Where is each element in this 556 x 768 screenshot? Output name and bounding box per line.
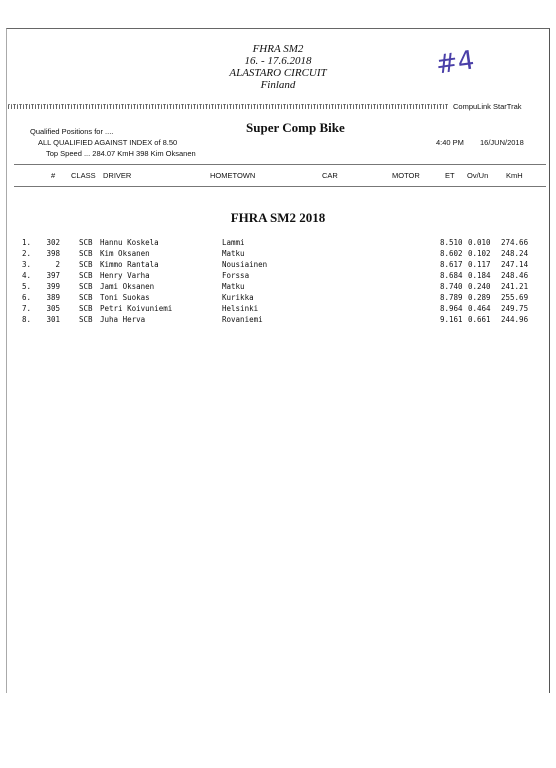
header-rule-top: [14, 164, 546, 165]
row-class: SCB: [79, 271, 93, 280]
row-kmh: 241.21: [501, 282, 529, 291]
row-position: 4.: [22, 271, 32, 280]
row-class: SCB: [79, 293, 93, 302]
row-position: 6.: [22, 293, 32, 302]
table-row: [0, 293, 556, 302]
row-ovun: 0.240: [468, 282, 491, 291]
qualified-positions-label: Qualified Positions for ....: [30, 127, 114, 136]
col-kmh: KmH: [506, 171, 523, 180]
handwritten-mark: #4: [434, 45, 477, 81]
row-hometown: Nousiainen: [222, 260, 268, 269]
row-number: 305: [46, 304, 60, 313]
event-venue: ALASTARO CIRCUIT: [229, 67, 327, 79]
row-et: 8.684: [440, 271, 463, 280]
index-label: ALL QUALIFIED AGAINST INDEX of 8.50: [38, 138, 178, 147]
row-kmh: 248.46: [501, 271, 529, 280]
row-position: 7.: [22, 304, 32, 313]
row-number: 389: [46, 293, 60, 302]
row-driver: Hannu Koskela: [100, 238, 159, 247]
row-ovun: 0.010: [468, 238, 491, 247]
row-et: 8.617: [440, 260, 463, 269]
row-kmh: 249.75: [501, 304, 529, 313]
row-et: 8.964: [440, 304, 463, 313]
row-driver: Juha Herva: [100, 315, 146, 324]
row-hometown: Helsinki: [222, 304, 259, 313]
col-num: #: [51, 171, 56, 180]
row-class: SCB: [79, 315, 93, 324]
row-et: 8.789: [440, 293, 463, 302]
class-title: Super Comp Bike: [246, 120, 345, 135]
col-et: ET: [445, 171, 455, 180]
row-number: 2: [55, 260, 60, 269]
row-et: 8.510: [440, 238, 463, 247]
event-country: Finland: [260, 79, 296, 91]
row-number: 397: [46, 271, 60, 280]
row-ovun: 0.117: [468, 260, 491, 269]
row-kmh: 248.24: [501, 249, 529, 258]
row-number: 302: [46, 238, 60, 247]
results-title: FHRA SM2 2018: [230, 210, 326, 225]
row-hometown: Matku: [222, 282, 245, 291]
row-hometown: Lammi: [222, 238, 245, 247]
table-row: [0, 282, 556, 291]
row-number: 398: [46, 249, 60, 258]
dotted-divider: [8, 104, 448, 109]
row-position: 8.: [22, 315, 32, 324]
row-hometown: Forssa: [222, 271, 250, 280]
row-ovun: 0.289: [468, 293, 491, 302]
table-row: [0, 304, 556, 313]
row-ovun: 0.464: [468, 304, 491, 313]
row-ovun: 0.102: [468, 249, 491, 258]
top-speed-label: Top Speed ... 284.07 KmH 398 Kim Oksanen: [46, 149, 196, 158]
row-hometown: Matku: [222, 249, 245, 258]
row-kmh: 255.69: [501, 293, 529, 302]
row-position: 5.: [22, 282, 32, 291]
header-rule-bottom: [14, 186, 546, 187]
row-driver: Petri Koivuniemi: [100, 304, 173, 313]
row-driver: Jami Oksanen: [100, 282, 155, 291]
row-driver: Kimmo Rantala: [100, 260, 159, 269]
col-car: CAR: [322, 171, 338, 180]
row-et: 9.161: [440, 315, 463, 324]
row-ovun: 0.661: [468, 315, 491, 324]
col-class: CLASS: [71, 171, 96, 180]
row-driver: Kim Oksanen: [100, 249, 150, 258]
row-class: SCB: [79, 238, 93, 247]
event-dates: 16. - 17.6.2018: [244, 55, 312, 67]
table-row: [0, 260, 556, 269]
row-kmh: 244.96: [501, 315, 529, 324]
col-driver: DRIVER: [103, 171, 132, 180]
table-row: [0, 271, 556, 280]
row-ovun: 0.184: [468, 271, 491, 280]
event-name: FHRA SM2: [252, 43, 304, 55]
row-position: 1.: [22, 238, 32, 247]
row-kmh: 247.14: [501, 260, 529, 269]
table-row: [0, 315, 556, 324]
report-time: 4:40 PM: [436, 138, 464, 147]
row-class: SCB: [79, 282, 93, 291]
row-kmh: 274.66: [501, 238, 529, 247]
row-driver: Henry Varha: [100, 271, 150, 280]
report-date: 16/JUN/2018: [480, 138, 524, 147]
row-number: 301: [46, 315, 60, 324]
row-position: 3.: [22, 260, 32, 269]
col-ovun: Ov/Un: [467, 171, 489, 180]
row-driver: Toni Suokas: [100, 293, 150, 302]
row-et: 8.602: [440, 249, 463, 258]
row-class: SCB: [79, 260, 93, 269]
col-hometown: HOMETOWN: [210, 171, 256, 180]
row-number: 399: [46, 282, 60, 291]
row-et: 8.740: [440, 282, 463, 291]
table-row: [0, 249, 556, 258]
row-position: 2.: [22, 249, 32, 258]
table-row: [0, 238, 556, 247]
row-hometown: Kurikka: [222, 293, 254, 302]
row-hometown: Rovaniemi: [222, 315, 263, 324]
brand-label: CompuLink StarTrak: [453, 102, 522, 111]
row-class: SCB: [79, 249, 93, 258]
row-class: SCB: [79, 304, 93, 313]
col-motor: MOTOR: [392, 171, 420, 180]
